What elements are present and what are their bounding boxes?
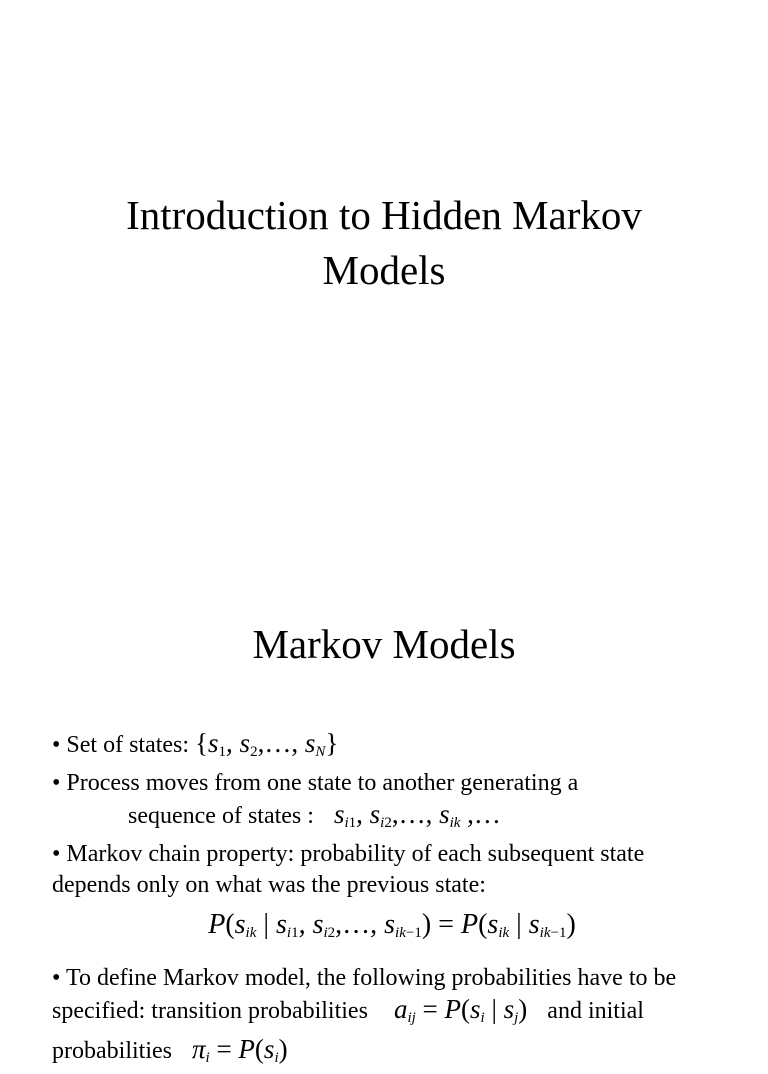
title-line-1: Introduction to Hidden Markov xyxy=(126,192,642,238)
state-sequence-math: $s_{i1}$, $s_{i2},\dots$, $s_{ik}$ ,… xyxy=(333,799,501,831)
bullet-define-model-continued xyxy=(52,994,752,1034)
bullet-text: probabilities xyxy=(52,1038,172,1064)
markov-property-formula: $P(s_{ik}$ | $s_{i1}$, $s_{i2},\dots$, $s_{ik-1}) = P(s_{ik}$ | $s_{ik-1}$) xyxy=(208,909,576,941)
bullet-process: • Process moves from one state to another generating a xyxy=(52,770,579,796)
bullet-set-of-states xyxy=(52,728,752,768)
bullet-text: and initial xyxy=(547,998,644,1024)
bullet-list xyxy=(52,728,752,1074)
initial-prob-math: $\pi_i = P(s_i)$ xyxy=(191,1034,288,1066)
title-line-2: Models xyxy=(322,247,446,293)
bullet-text: specified: transition probabilities xyxy=(52,998,368,1024)
bullet-define-model: • To define Markov model, the following probabilities have to be xyxy=(52,965,677,991)
bullet-define-model-end xyxy=(52,1034,752,1074)
bullet-process-continued xyxy=(52,799,752,839)
bullet-text: sequence of states : xyxy=(128,803,314,829)
bullet-markov-property: • Markov chain property: probability of each subsequent state xyxy=(52,841,645,867)
bullet-markov-property-continued: depends only on what was the previous state: xyxy=(52,872,486,898)
transition-prob-math: $a_{ij} = P(s_i$ | $s_j$) xyxy=(393,994,528,1026)
slide-title-markov-models: Markov Models xyxy=(252,621,516,667)
bullet-text: • Set of states: xyxy=(52,732,190,758)
states-set-math: {$s_1$, $s_2,\dots$, $s_N$} xyxy=(195,728,339,760)
slide-title-intro xyxy=(0,188,768,298)
